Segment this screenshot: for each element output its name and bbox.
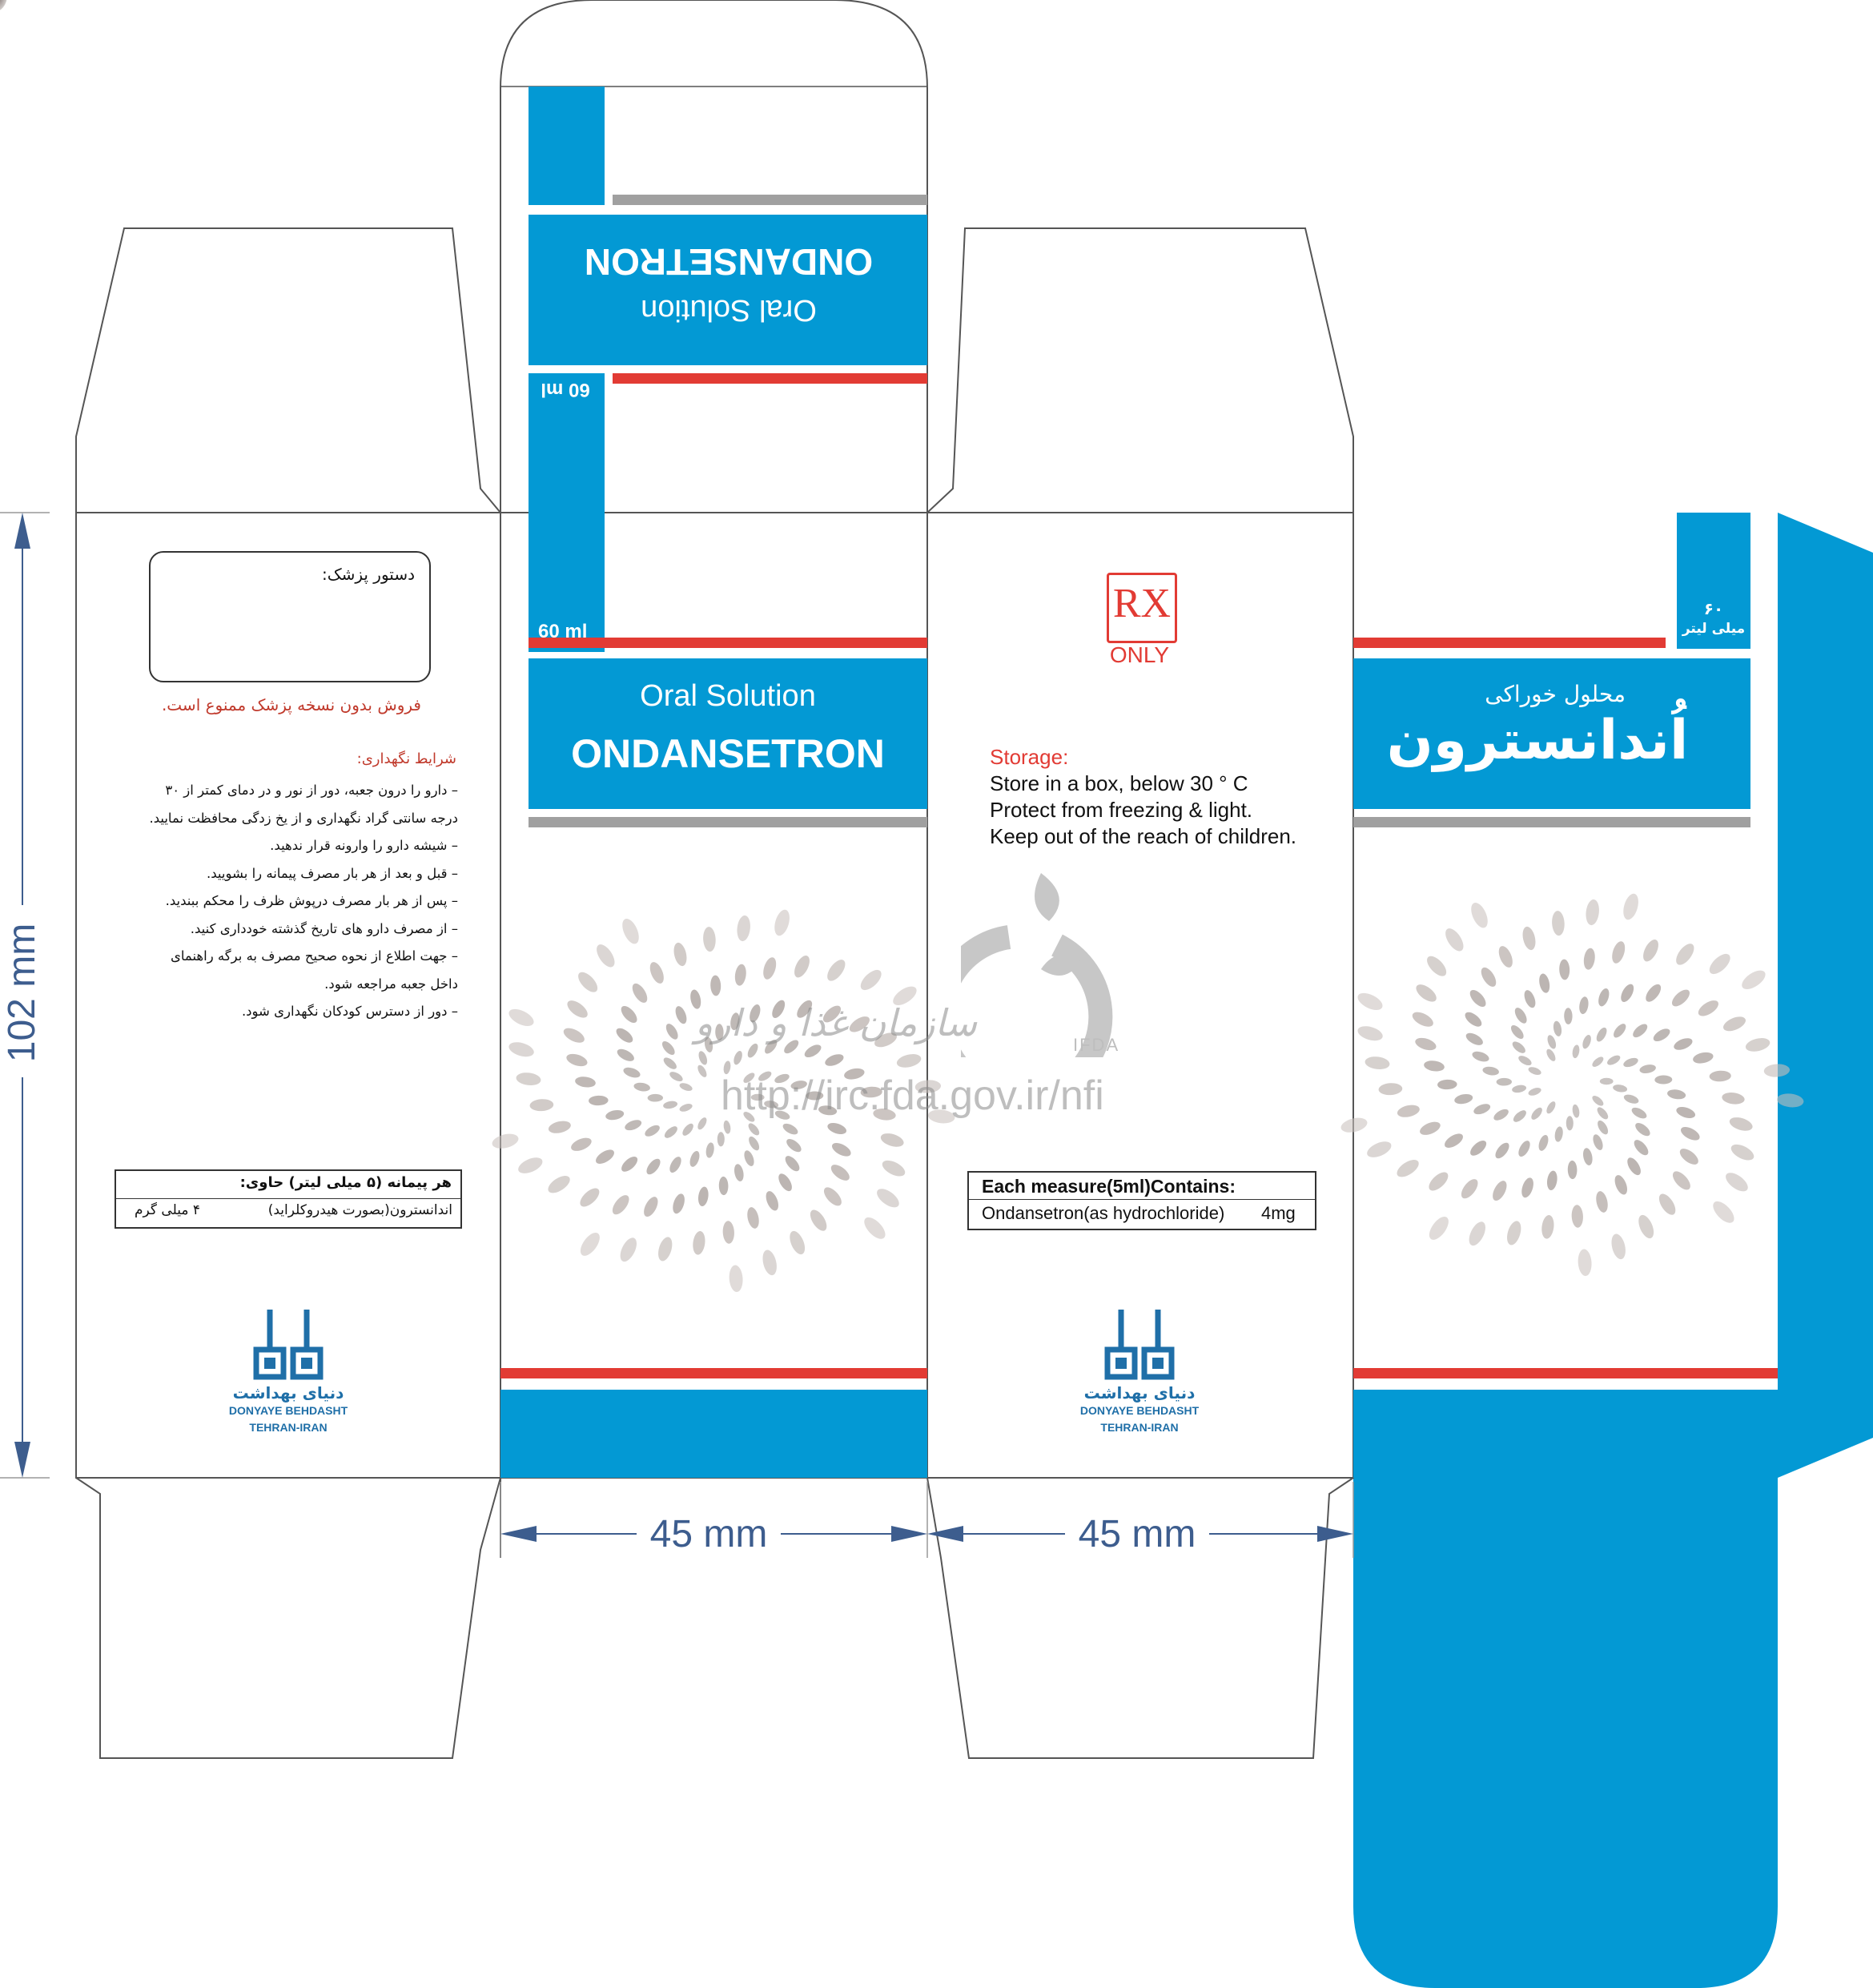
front-en-subtitle: Oral Solution (640, 679, 816, 713)
brand-name-en: DONYAYE BEHDASHT (228, 1404, 348, 1417)
storage-line-fa: – شیشه دارو را وارونه قرار ندهید. (270, 838, 458, 853)
storage-heading-fa: شرایط نگهداری: (356, 751, 456, 767)
brand-name-fa: دنیای بهداشت (1083, 1383, 1196, 1402)
storage-line-fa: – دارو را درون جعبه، دور از نور و در دمای کمتر از ۳۰ (165, 783, 458, 798)
watermark-acronym: IFDA (1073, 1035, 1120, 1055)
storage-line-1: Store in a box, below 30 ° C (990, 771, 1248, 795)
brand-name-fa: دنیای بهداشت (232, 1383, 344, 1402)
composition-amount-en: 4mg (1261, 1203, 1296, 1223)
front-fa-subtitle: محلول خوراکی (1485, 681, 1626, 707)
dimension-width-b: 45 mm (1078, 1513, 1196, 1555)
top-flap-volume: 60 ml (541, 379, 590, 400)
rx-symbol: RX (1112, 581, 1172, 626)
storage-heading-en: Storage: (990, 745, 1069, 769)
brand-name-en: DONYAYE BEHDASHT (1079, 1404, 1200, 1417)
brand-city: TEHRAN-IRAN (249, 1421, 328, 1434)
storage-line-fa: – قبل و بعد از هر بار مصرف پیمانه را بشویید. (207, 865, 458, 881)
rx-only-label: ONLY (1109, 642, 1170, 667)
dimension-width-a: 45 mm (649, 1513, 768, 1555)
storage-line-3: Keep out of the reach of children. (990, 824, 1297, 848)
storage-line-2: Protect from freezing & light. (990, 798, 1253, 822)
front-en-product-name: ONDANSETRON (571, 731, 885, 776)
top-flap-product-name: ONDANSETRON (584, 241, 874, 283)
watermark-org-fa: سازمان غذا و دارو (695, 1001, 977, 1044)
storage-line-fa: داخل جعبه مراجعه شود. (324, 976, 458, 992)
composition-ingredient-fa: اندانسترون(بصورت هیدروکلراید) (267, 1202, 452, 1218)
brand-city: TEHRAN-IRAN (1100, 1421, 1179, 1434)
storage-line-fa: – دور از دسترس کودکان نگهداری شود. (241, 1004, 458, 1019)
watermark-url: http://irc.fda.gov.ir/nfi (721, 1072, 1104, 1119)
storage-line-fa: – جهت اطلاع از نحوه صحیح مصرف به برگه راهنمای (170, 948, 458, 964)
front-en-volume: 60 ml (538, 621, 588, 642)
prescription-label: دستور پزشک: (321, 565, 415, 584)
composition-heading-en: Each measure(5ml)Contains: (982, 1176, 1236, 1197)
dimension-height: 102 mm (1, 923, 43, 1063)
composition-ingredient-en: Ondansetron(as hydrochloride) (982, 1203, 1225, 1223)
storage-line-fa: – پس از هر بار مصرف درپوش ظرف را محکم ببندید. (165, 893, 458, 908)
front-fa-product-name: اُندانسترون (1386, 709, 1689, 772)
front-fa-volume-number: ۶۰ (1703, 599, 1724, 618)
top-flap-subtitle: Oral Solution (641, 293, 817, 327)
storage-line-fa: درجه سانتی گراد نگهداری و از یخ زدگی محافظت نمایید. (149, 810, 458, 826)
composition-amount-fa: ۴ میلی گرم (135, 1202, 200, 1218)
composition-heading-fa: هر پیمانه (۵ میلی لیتر) حاوی: (239, 1174, 452, 1191)
sale-warning: فروش بدون نسخه پزشک ممنوع است. (161, 695, 421, 714)
storage-line-fa: – از مصرف دارو های تاریخ گذشته خودداری کنید. (190, 920, 458, 936)
front-fa-volume-unit: میلی لیتر (1682, 621, 1746, 637)
